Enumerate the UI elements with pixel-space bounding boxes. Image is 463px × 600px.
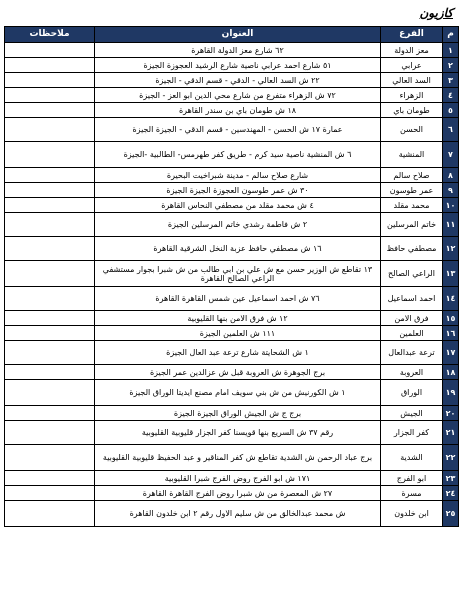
table-row bbox=[5, 287, 459, 311]
row-notes bbox=[5, 103, 95, 118]
row-notes bbox=[5, 486, 95, 501]
table-row bbox=[5, 118, 459, 142]
branch-address: ١١١ ش العلمين الجيزة bbox=[95, 326, 381, 341]
branch-address: برج ج ش الجيش الوراق الجيزة الجيزة bbox=[95, 406, 381, 421]
row-number: ٢١ bbox=[443, 421, 459, 445]
branch-name: الجيش bbox=[381, 406, 443, 421]
row-number: ٧ bbox=[443, 142, 459, 168]
row-notes bbox=[5, 421, 95, 445]
branch-address: برج عباد الرحمن ش الشدية تقاطع ش كفر المناقير و عبد الحفيظ قليوبية القليوبية bbox=[95, 445, 381, 471]
branch-address: ١٧١ ش ابو الفرج روض الفرج شبرا القليوبية bbox=[95, 471, 381, 486]
row-number: ١٩ bbox=[443, 380, 459, 406]
page-title: كازيون bbox=[419, 6, 453, 20]
row-number: ١٨ bbox=[443, 365, 459, 380]
branch-name: معز الدولة bbox=[381, 43, 443, 58]
table-row bbox=[5, 213, 459, 237]
branch-name: الراعي الصالح bbox=[381, 261, 443, 287]
table-body bbox=[5, 43, 459, 527]
branch-address: عمارة ١٧ ش الحسن - المهندسين - قسم الدقي - الجيزة الجيزة bbox=[95, 118, 381, 142]
header-branch: الفرع bbox=[381, 27, 443, 43]
row-number: ١٥ bbox=[443, 311, 459, 326]
row-notes bbox=[5, 198, 95, 213]
branch-name: ابو الفرج bbox=[381, 471, 443, 486]
row-number: ٢ bbox=[443, 58, 459, 73]
row-notes bbox=[5, 326, 95, 341]
branch-name: طومان باي bbox=[381, 103, 443, 118]
branch-name: خاتم المرسلين bbox=[381, 213, 443, 237]
table-row bbox=[5, 198, 459, 213]
branch-address: ٤ ش محمد مقلد من مصطفي النحاس القاهرة bbox=[95, 198, 381, 213]
row-notes bbox=[5, 118, 95, 142]
branch-name: السد العالي bbox=[381, 73, 443, 88]
branch-address: ٥١ شارع احمد عرابي ناصية شارع الرشيد العجوزة الجيزة bbox=[95, 58, 381, 73]
table-row bbox=[5, 311, 459, 326]
table-row bbox=[5, 261, 459, 287]
branch-name: الزهراء bbox=[381, 88, 443, 103]
row-notes bbox=[5, 142, 95, 168]
row-number: ٢٢ bbox=[443, 445, 459, 471]
row-notes bbox=[5, 471, 95, 486]
branch-address: ٦ ش المنشية ناصية سيد كرم - طريق كفر طهرمس- الطالبية -الجيزة bbox=[95, 142, 381, 168]
row-notes bbox=[5, 341, 95, 365]
branch-address: برج الجوهرة ش العروبة قبل ش عزالدين عمر الجيزة bbox=[95, 365, 381, 380]
row-notes bbox=[5, 88, 95, 103]
branch-address: ٧٦ ش احمد اسماعيل عين شمس القاهرة القاهرة bbox=[95, 287, 381, 311]
row-notes bbox=[5, 380, 95, 406]
branch-address: ٧٢ ش الزهراء متفرع من شارع محي الدين ابو العز - الجيزة bbox=[95, 88, 381, 103]
row-notes bbox=[5, 406, 95, 421]
row-number: ١٠ bbox=[443, 198, 459, 213]
row-notes bbox=[5, 168, 95, 183]
table-row bbox=[5, 142, 459, 168]
row-notes bbox=[5, 183, 95, 198]
table-row bbox=[5, 501, 459, 527]
header-address: العنوان bbox=[95, 27, 381, 43]
branch-name: مسرة bbox=[381, 486, 443, 501]
branch-address: ١٦ ش مصطفي حافظ عزبة النخل الشرقية القاهرة bbox=[95, 237, 381, 261]
branch-address: ٢٢ ش السد العالي - الدقي - قسم الدقي - الجيزة bbox=[95, 73, 381, 88]
row-number: ٨ bbox=[443, 168, 459, 183]
branch-name: العلمين bbox=[381, 326, 443, 341]
row-number: ١٣ bbox=[443, 261, 459, 287]
row-notes bbox=[5, 213, 95, 237]
row-notes bbox=[5, 365, 95, 380]
table-row bbox=[5, 341, 459, 365]
branch-address: رقم ٣٧ ش السريع بنها قويسنا كفر الجزار قليوبية القليوبية bbox=[95, 421, 381, 445]
table-row bbox=[5, 183, 459, 198]
row-notes bbox=[5, 261, 95, 287]
branch-address: ٣٠ ش عمر طوسون العجوزة الجيزة الجيزة bbox=[95, 183, 381, 198]
row-notes bbox=[5, 501, 95, 527]
row-number: ٣ bbox=[443, 73, 459, 88]
branch-name: احمد اسماعيل bbox=[381, 287, 443, 311]
branch-name: فرق الامن bbox=[381, 311, 443, 326]
table-row bbox=[5, 103, 459, 118]
branch-name: صلاح سالم bbox=[381, 168, 443, 183]
row-number: ٢٥ bbox=[443, 501, 459, 527]
branch-name: ترعة عبدالعال bbox=[381, 341, 443, 365]
table-row bbox=[5, 58, 459, 73]
table-row bbox=[5, 486, 459, 501]
row-number: ١٢ bbox=[443, 237, 459, 261]
branch-address: ٦٢ شارع معز الدولة القاهرة bbox=[95, 43, 381, 58]
row-number: ٢٣ bbox=[443, 471, 459, 486]
branches-table bbox=[4, 26, 459, 527]
branch-address: ١٢ ش فرق الامن بنها القليوبية bbox=[95, 311, 381, 326]
table-row bbox=[5, 168, 459, 183]
branch-name: الوراق bbox=[381, 380, 443, 406]
table-row bbox=[5, 88, 459, 103]
row-number: ١٤ bbox=[443, 287, 459, 311]
header-notes: ملاحظات bbox=[5, 27, 95, 43]
branch-name: عمر طوسون bbox=[381, 183, 443, 198]
branch-address: ٢٧ ش المعصرة من ش شبرا روض الفرج القاهرة القاهرة bbox=[95, 486, 381, 501]
branch-name: الحسن bbox=[381, 118, 443, 142]
table-header-row bbox=[5, 27, 459, 43]
table-row bbox=[5, 43, 459, 58]
table-row bbox=[5, 421, 459, 445]
branch-name: مصطفي حافظ bbox=[381, 237, 443, 261]
row-number: ٤ bbox=[443, 88, 459, 103]
branch-address: ١٣ تقاطع ش الوزير حسن مع ش علي بن ابي طالب من ش شبرا بجوار مستشفي الراعي الصالح القاهرة bbox=[95, 261, 381, 287]
branch-address: شارع صلاح سالم - مدينة شبراخيت البحيرة bbox=[95, 168, 381, 183]
row-notes bbox=[5, 445, 95, 471]
table-row bbox=[5, 73, 459, 88]
row-notes bbox=[5, 237, 95, 261]
table-row bbox=[5, 471, 459, 486]
row-number: ٩ bbox=[443, 183, 459, 198]
row-number: ١١ bbox=[443, 213, 459, 237]
row-number: ٥ bbox=[443, 103, 459, 118]
branch-address: ٢ ش فاطمة رشدي خاتم المرسلين الجيزة bbox=[95, 213, 381, 237]
row-number: ١٦ bbox=[443, 326, 459, 341]
branch-address: ١ ش الشحايتة شارع ترعة عبد العال الجيزة bbox=[95, 341, 381, 365]
row-notes bbox=[5, 43, 95, 58]
branch-name: محمد مقلد bbox=[381, 198, 443, 213]
table-row bbox=[5, 445, 459, 471]
row-notes bbox=[5, 73, 95, 88]
branch-address: ش محمد عبدالخالق من ش سليم الاول رقم ٢ ابن خلدون القاهرة bbox=[95, 501, 381, 527]
branch-name: عرابي bbox=[381, 58, 443, 73]
row-number: ٢٤ bbox=[443, 486, 459, 501]
row-number: ٢٠ bbox=[443, 406, 459, 421]
row-notes bbox=[5, 58, 95, 73]
table-row bbox=[5, 406, 459, 421]
branch-name: الشدية bbox=[381, 445, 443, 471]
branch-name: العروبة bbox=[381, 365, 443, 380]
branch-name: المنشية bbox=[381, 142, 443, 168]
branch-address: ١ ش الكورنيش من ش بني سويف امام مصنع ايديتا الوراق الجيزة bbox=[95, 380, 381, 406]
row-number: ١٧ bbox=[443, 341, 459, 365]
row-number: ٦ bbox=[443, 118, 459, 142]
header-num: م bbox=[443, 27, 459, 43]
table-row bbox=[5, 365, 459, 380]
branch-address: ١٨ ش طومان باي بن سندر القاهرة bbox=[95, 103, 381, 118]
branch-name: ابن خلدون bbox=[381, 501, 443, 527]
branch-name: كفر الجزار bbox=[381, 421, 443, 445]
table-row bbox=[5, 237, 459, 261]
row-notes bbox=[5, 287, 95, 311]
row-notes bbox=[5, 311, 95, 326]
table-row bbox=[5, 326, 459, 341]
table-row bbox=[5, 380, 459, 406]
row-number: ١ bbox=[443, 43, 459, 58]
